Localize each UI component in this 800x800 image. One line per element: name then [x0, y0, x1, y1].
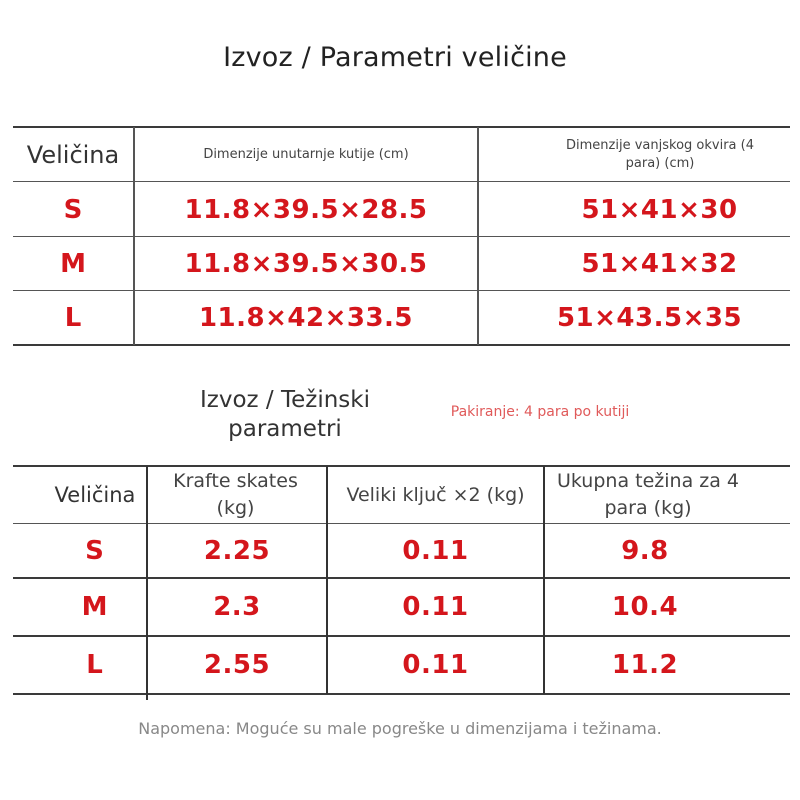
wrench-weight: 0.11 — [402, 536, 469, 566]
header-size: Veličina — [26, 140, 120, 169]
table-divider — [13, 181, 790, 182]
skates-weight: 2.3 — [213, 592, 261, 622]
header-outer-box: Dimenzije vanjskog okvira (4 para) (cm) — [566, 137, 754, 171]
size-label: S — [63, 194, 83, 225]
size-label: M — [60, 249, 86, 279]
header-skates: Krafte skates (kg) — [173, 470, 298, 519]
size-label: S — [85, 536, 104, 566]
size-label: L — [86, 650, 103, 680]
size-label: L — [64, 303, 82, 333]
header-wrench: Veliki ključ ×2 (kg) — [346, 483, 525, 506]
total-weight: 10.4 — [611, 592, 679, 622]
skates-weight: 2.25 — [203, 536, 271, 566]
weight-section-title: Izvoz / Težinski parametri — [199, 387, 370, 442]
skates-weight: 2.55 — [203, 650, 271, 680]
header-inner-box: Dimenzije unutarnje kutije (cm) — [203, 146, 409, 162]
wrench-weight: 0.11 — [402, 592, 469, 622]
table-divider — [13, 523, 790, 524]
header-size: Veličina — [54, 483, 136, 507]
table-border — [13, 344, 790, 346]
inner-box-value: 11.8×39.5×30.5 — [184, 249, 428, 279]
inner-box-value: 11.8×42×33.5 — [198, 303, 414, 333]
outer-box-value: 51×41×32 — [581, 249, 738, 279]
table-divider — [13, 290, 790, 291]
outer-box-value: 51×43.5×35 — [556, 303, 743, 333]
header-total: Ukupna težina za 4 para (kg) — [556, 470, 739, 519]
outer-box-value: 51×41×30 — [581, 194, 738, 225]
size-section-title: Izvoz / Parametri veličine — [223, 42, 567, 73]
total-weight: 11.2 — [611, 650, 679, 680]
total-weight: 9.8 — [621, 536, 669, 566]
size-label: M — [81, 592, 108, 622]
wrench-weight: 0.11 — [402, 650, 469, 680]
packing-note: Pakiranje: 4 para po kutiji — [450, 404, 630, 420]
inner-box-value: 11.8×39.5×28.5 — [184, 194, 428, 225]
footnote: Napomena: Moguće su male pogreške u dimenzijama i težinama. — [138, 719, 662, 738]
table-border — [13, 693, 790, 695]
table-divider — [13, 236, 790, 237]
